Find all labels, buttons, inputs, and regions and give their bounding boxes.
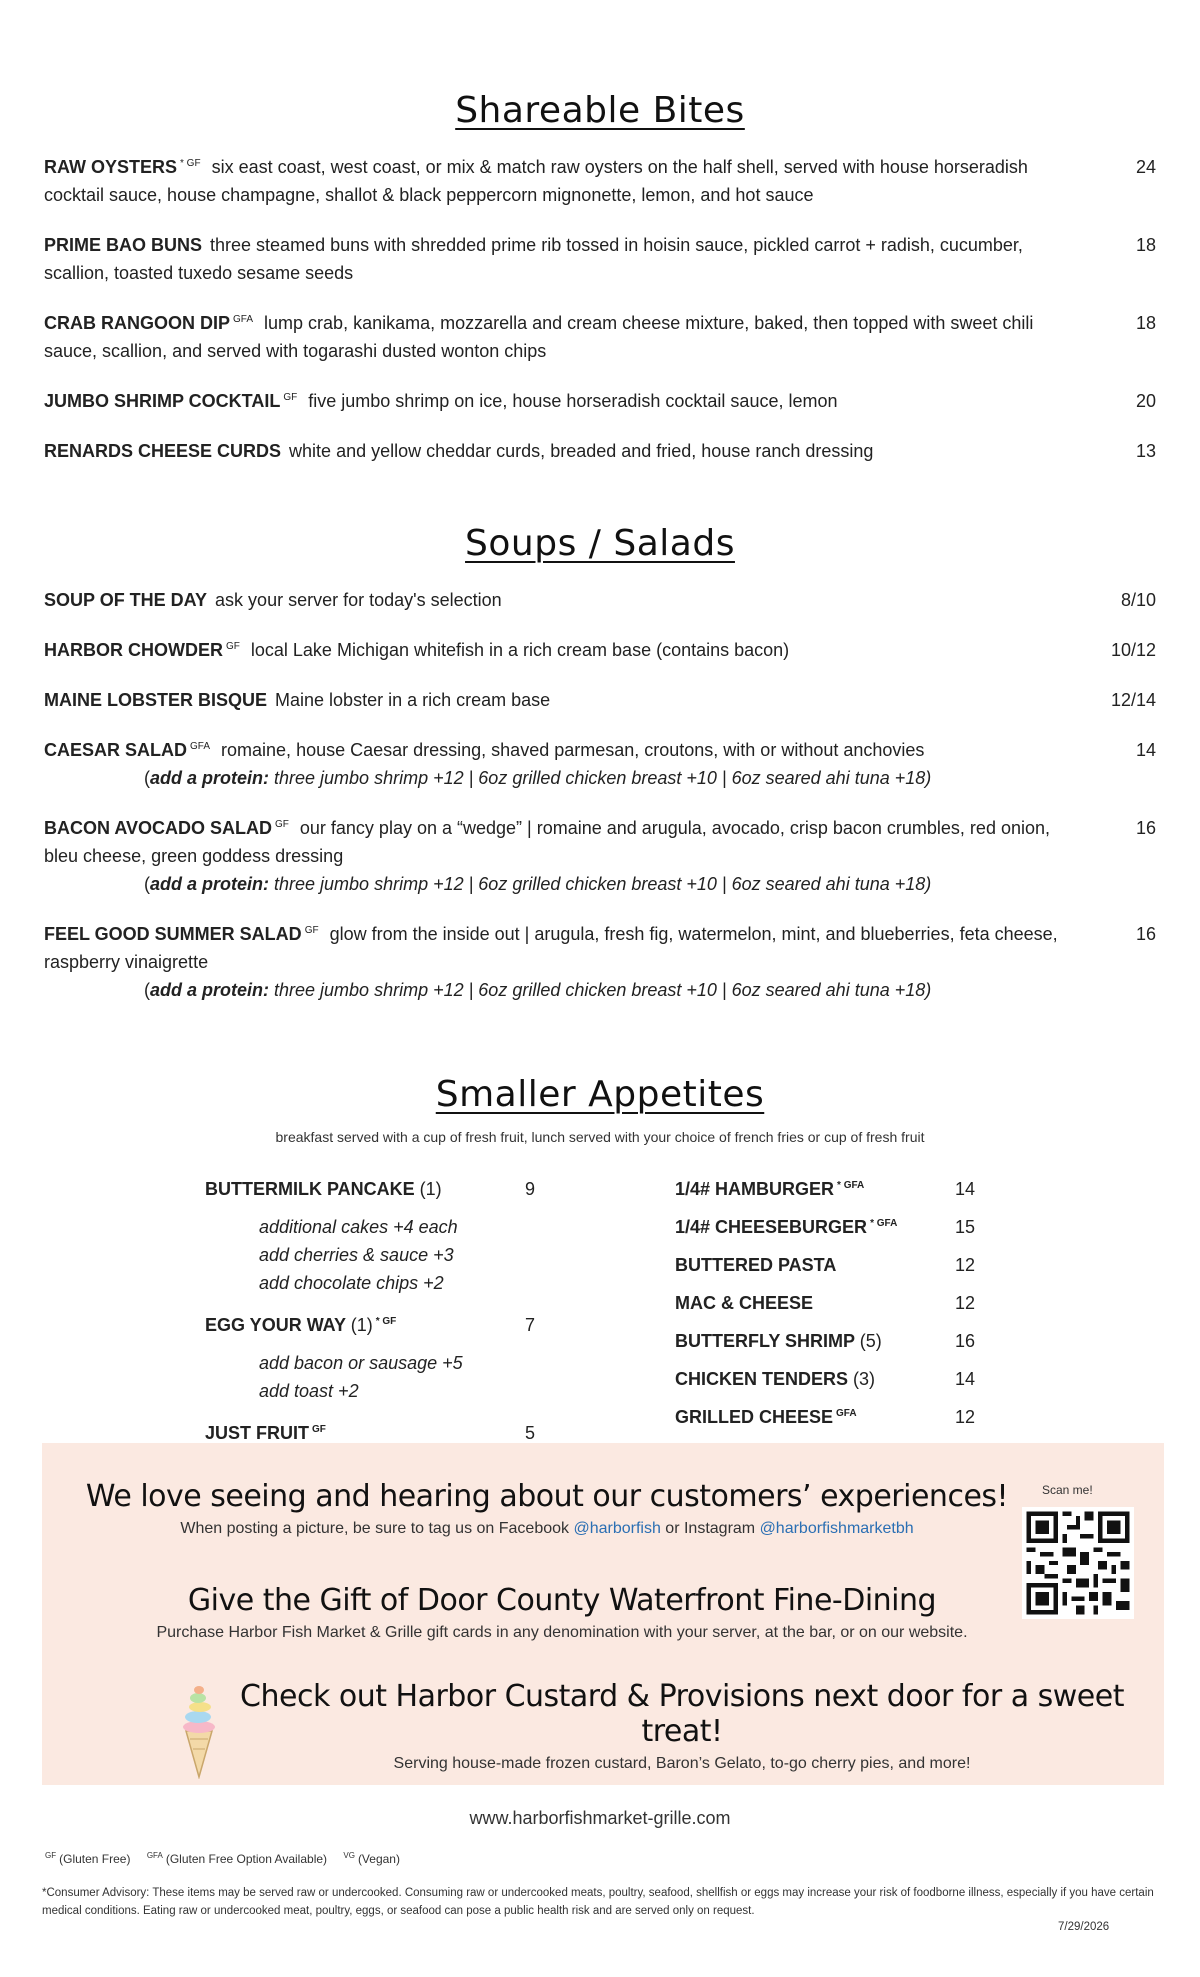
- item-name: RENARDS CHEESE CURDS: [44, 441, 282, 461]
- item-name: MAINE LOBSTER BISQUE: [44, 690, 268, 710]
- legend-text: (Gluten Free Option Available): [165, 1852, 328, 1866]
- kid-item-chicken-tenders: [675, 1365, 995, 1393]
- instagram-link[interactable]: @harborfishmarketbh: [759, 1520, 914, 1537]
- smaller-appetites-right: [675, 1175, 995, 1461]
- promo-heading-gift: Give the Gift of Door County Waterfront Fine-Dining: [187, 1583, 937, 1618]
- item-price: 14: [1135, 740, 1156, 760]
- item-description: glow from the inside out | arugula, fresh fig, watermelon, mint, and blueberries, feta cheese, raspberry vinaigrette: [44, 924, 1058, 972]
- item-price: 12/14: [1110, 690, 1156, 710]
- promo-custard-text: Serving house-made frozen custard, Baron’s Gelato, to-go cherry pies, and more!: [393, 1755, 971, 1772]
- item-price: 8/10: [1120, 590, 1156, 610]
- item-qty: (1): [350, 1315, 373, 1335]
- item-mark: GFA: [233, 314, 254, 325]
- kid-item-butterfly-shrimp: [675, 1327, 995, 1355]
- item-qty: (3): [853, 1369, 876, 1389]
- item-price: 5: [525, 1423, 536, 1443]
- item-mark: GF: [226, 641, 240, 652]
- menu-date: 7/29/2026: [1058, 1921, 1110, 1933]
- item-price: 18: [1135, 313, 1156, 333]
- item-mark: GFA: [836, 1408, 857, 1419]
- item-name: BUTTERED PASTA: [675, 1255, 837, 1275]
- item-mark: * GFA: [837, 1180, 865, 1191]
- item-mark: * GFA: [870, 1218, 898, 1229]
- section-title-smaller-appetites: Smaller Appetites: [435, 1074, 765, 1115]
- legend-mark: VG: [343, 1851, 355, 1860]
- legend-mark: GFA: [146, 1851, 163, 1860]
- item-name: SOUP OF THE DAY: [44, 590, 208, 610]
- item-price: 15: [955, 1217, 976, 1237]
- item-name: GRILLED CHEESE: [675, 1407, 834, 1427]
- website-link[interactable]: www.harborfishmarket-grille.com: [469, 1808, 731, 1828]
- item-price: 12: [955, 1293, 976, 1313]
- item-price: 24: [1135, 157, 1156, 177]
- protein-addon: (add a protein: three jumbo shrimp +12 | 6oz grilled chicken breast +10 | 6oz seared ahi tuna +18): [144, 980, 932, 1000]
- menu-item-caesar-salad: [44, 736, 1156, 792]
- menu-item-raw-oysters: [44, 153, 1156, 209]
- section-title-soups-salads: Soups / Salads: [465, 523, 735, 564]
- section-title-shareable-bites: Shareable Bites: [455, 90, 745, 131]
- item-description: lump crab, kanikama, mozzarella and cream cheese mixture, baked, then topped with sweet chili sauce, scallion, and served with togarashi dusted wonton chips: [44, 313, 1034, 361]
- menu-item-bacon-avocado-salad: [44, 814, 1156, 898]
- item-price: 9: [525, 1179, 536, 1199]
- item-description: romaine, house Caesar dressing, shaved parmesan, croutons, with or without anchovies: [221, 740, 925, 760]
- item-name: JUST FRUIT: [205, 1423, 310, 1443]
- item-price: 12: [955, 1407, 976, 1427]
- menu-item-feel-good-summer-salad: [44, 920, 1156, 1004]
- facebook-link[interactable]: @harborfish: [573, 1520, 661, 1537]
- item-name: HARBOR CHOWDER: [44, 640, 223, 660]
- consumer-advisory: *Consumer Advisory: These items may be served raw or undercooked. Consuming raw or undercooked meats, poultry, seafood, shellfish or eggs may increase your risk of foodborne illness, especially if you have certain medical conditions. Eating raw or undercooked meat, poultry, eggs, or seafood can pose a public health risk and are served only on request.: [42, 1887, 1154, 1917]
- item-name: RAW OYSTERS: [44, 157, 178, 177]
- promo-heading-custard: Check out Harbor Custard & Provisions next door for a sweet treat!: [240, 1679, 1124, 1749]
- item-name: EGG YOUR WAY: [205, 1315, 346, 1335]
- item-name: CHICKEN TENDERS: [675, 1369, 849, 1389]
- qr-code-icon[interactable]: [1022, 1507, 1134, 1619]
- item-mark: GF: [312, 1424, 326, 1435]
- item-price: 16: [1135, 924, 1156, 944]
- item-description: Maine lobster in a rich cream base: [275, 690, 551, 710]
- menu-item-soup-of-the-day: [44, 586, 1156, 614]
- item-addon: additional cakes +4 each: [259, 1217, 458, 1237]
- smaller-appetites-subtitle: breakfast served with a cup of fresh fruit, lunch served with your choice of french fries or cup of fresh fruit: [275, 1129, 925, 1145]
- promo-gift-text: Purchase Harbor Fish Market & Grille gift cards in any denomination with your server, at the bar, or on our website.: [156, 1624, 968, 1641]
- item-qty: (1): [419, 1179, 442, 1199]
- item-addon: add bacon or sausage +5: [259, 1353, 463, 1373]
- kid-item-grilled-cheese: [675, 1403, 995, 1431]
- smaller-appetites-left: [205, 1175, 565, 1461]
- item-mark: * GF: [375, 1316, 397, 1327]
- promo-heading-social: We love seeing and hearing about our customers’ experiences!: [85, 1479, 1009, 1514]
- item-mark: GF: [283, 392, 298, 403]
- item-price: 18: [1135, 235, 1156, 255]
- item-price: 7: [525, 1315, 536, 1335]
- legend-mark: GF: [45, 1851, 57, 1860]
- item-price: 14: [955, 1179, 976, 1199]
- promo-gift-cards: [42, 1583, 1082, 1642]
- smaller-appetites-columns: [0, 1175, 1200, 1461]
- promo-panel: [42, 1443, 1164, 1785]
- item-qty: (5): [859, 1331, 882, 1351]
- item-price: 12: [955, 1255, 976, 1275]
- item-name: CRAB RANGOON DIP: [44, 313, 231, 333]
- item-name: FEEL GOOD SUMMER SALAD: [44, 924, 302, 944]
- soups-salads-list: [44, 586, 1156, 1004]
- item-description: our fancy play on a “wedge” | romaine and arugula, avocado, crisp bacon crumbles, red onion, bleu cheese, green goddess dressing: [44, 818, 1050, 866]
- kid-item-buttermilk-pancake: [205, 1175, 565, 1297]
- menu-item-maine-lobster-bisque: [44, 686, 1156, 714]
- item-mark: GF: [304, 925, 319, 936]
- item-name: JUMBO SHRIMP COCKTAIL: [44, 391, 281, 411]
- item-price: 16: [955, 1331, 976, 1351]
- item-description: white and yellow cheddar curds, breaded and fried, house ranch dressing: [289, 441, 874, 461]
- kid-item-egg-your-way: [205, 1311, 565, 1405]
- promo-social: [82, 1479, 1012, 1538]
- item-mark: GFA: [190, 741, 211, 752]
- kid-item-cheeseburger: [675, 1213, 995, 1241]
- item-addon: add chocolate chips +2: [259, 1273, 444, 1293]
- shareable-bites-list: [44, 153, 1156, 465]
- menu-item-harbor-chowder: [44, 636, 1156, 664]
- menu-item-prime-bao-buns: [44, 231, 1156, 287]
- legend-text: (Vegan): [357, 1852, 400, 1866]
- menu-item-crab-rangoon-dip: [44, 309, 1156, 365]
- protein-addon: (add a protein: three jumbo shrimp +12 | 6oz grilled chicken breast +10 | 6oz seared ahi tuna +18): [144, 768, 932, 788]
- item-mark: GF: [275, 819, 289, 830]
- item-mark: * GF: [180, 158, 201, 169]
- menu-item-jumbo-shrimp-cocktail: [44, 387, 1156, 415]
- kid-item-mac-and-cheese: [675, 1289, 995, 1317]
- item-price: 14: [955, 1369, 976, 1389]
- kid-item-hamburger: [675, 1175, 995, 1203]
- legend-text: (Gluten Free): [59, 1852, 131, 1866]
- item-description: five jumbo shrimp on ice, house horseradish cocktail sauce, lemon: [308, 391, 838, 411]
- item-name: 1/4# HAMBURGER: [675, 1179, 835, 1199]
- promo-social-text: When posting a picture, be sure to tag us on Facebook @harborfish or Instagram @harborfishmarketbh: [180, 1520, 914, 1537]
- dietary-legend: [42, 1852, 400, 1866]
- item-name: BACON AVOCADO SALAD: [44, 818, 272, 838]
- item-name: PRIME BAO BUNS: [44, 235, 203, 255]
- item-description: local Lake Michigan whitefish in a rich cream base (contains bacon): [250, 640, 790, 660]
- ice-cream-cone-icon: [172, 1679, 226, 1779]
- item-description: ask your server for today's selection: [215, 590, 502, 610]
- item-name: CAESAR SALAD: [44, 740, 188, 760]
- promo-custard: [232, 1679, 1132, 1773]
- item-price: 16: [1135, 818, 1156, 838]
- menu-item-renards-cheese-curds: [44, 437, 1156, 465]
- item-addon: add cherries & sauce +3: [259, 1245, 454, 1265]
- item-price: 13: [1135, 441, 1156, 461]
- item-price: 20: [1135, 391, 1156, 411]
- item-price: 10/12: [1110, 640, 1156, 660]
- item-description: six east coast, west coast, or mix & match raw oysters on the half shell, served with house horseradish cocktail sauce, house champagne, shallot & black peppercorn mignonette, lemon, and hot sauce: [44, 157, 1028, 205]
- item-description: three steamed buns with shredded prime rib tossed in hoisin sauce, pickled carrot + radish, cucumber, scallion, toasted tuxedo sesame seeds: [44, 235, 1023, 283]
- item-addon: add toast +2: [259, 1381, 359, 1401]
- protein-addon: (add a protein: three jumbo shrimp +12 | 6oz grilled chicken breast +10 | 6oz seared ahi tuna +18): [144, 874, 932, 894]
- item-name: 1/4# CHEESEBURGER: [675, 1217, 868, 1237]
- item-name: MAC & CHEESE: [675, 1293, 814, 1313]
- qr-label: Scan me!: [1042, 1483, 1093, 1497]
- kid-item-buttered-pasta: [675, 1251, 995, 1279]
- item-name: BUTTERFLY SHRIMP: [675, 1331, 855, 1351]
- item-name: BUTTERMILK PANCAKE: [205, 1179, 415, 1199]
